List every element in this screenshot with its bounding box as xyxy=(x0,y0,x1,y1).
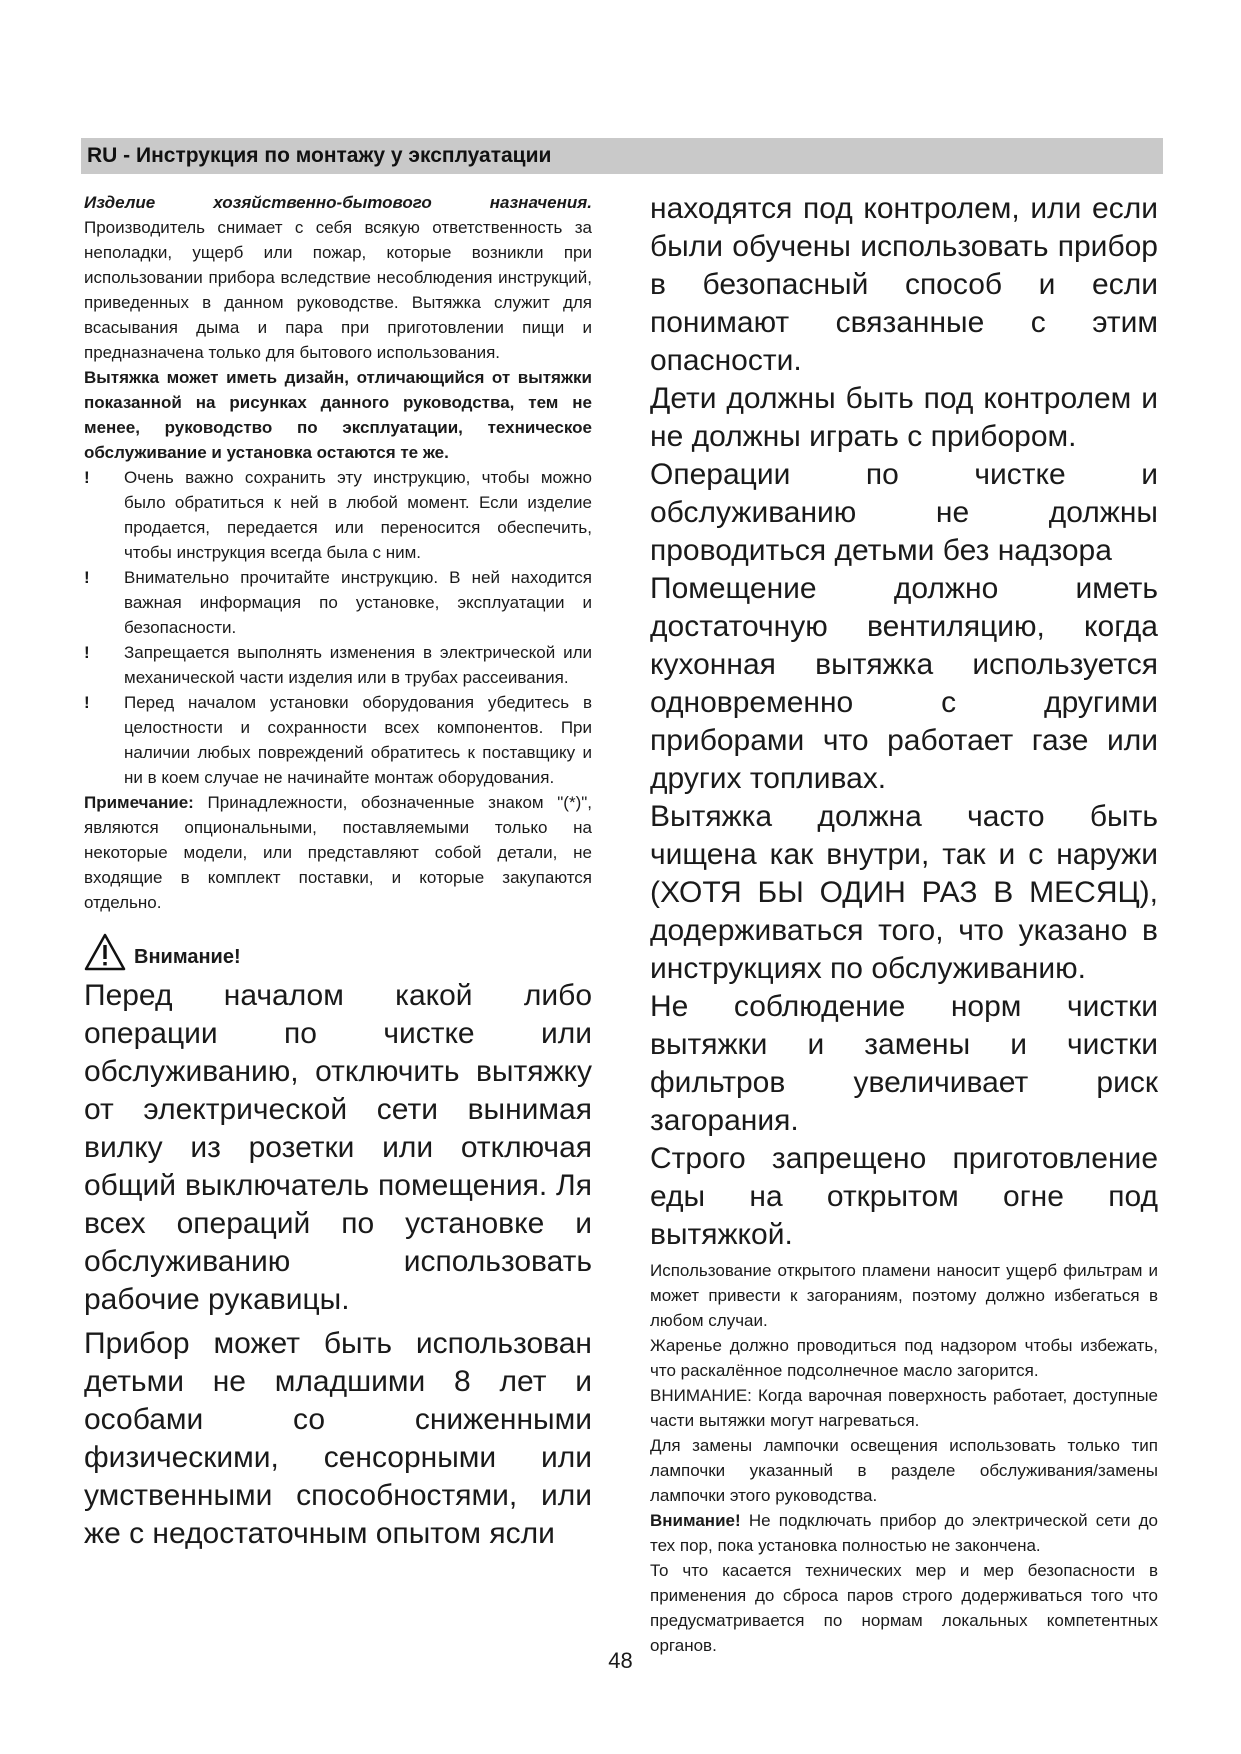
safety-regulations-text: То что касается технических мер и мер безопасности в применения до сброса паров строго додерживаться того что предусматривается по нормам локальных компетентных органов. xyxy=(650,1561,1158,1655)
note-paragraph xyxy=(84,790,592,915)
exclamation-icon: ! xyxy=(84,643,90,662)
hot-parts-warning: ВНИМАНИЕ: Когда варочная поверхность работает, доступные части вытяжки могут нагреваться. xyxy=(650,1386,1158,1430)
bullet-item xyxy=(84,465,592,565)
bullet-text: Внимательно прочитайте инструкцию. В ней находится важная информация по установке, эксплуатации и безопасности. xyxy=(124,568,592,637)
bullet-item xyxy=(84,690,592,790)
bullet-text: Перед началом установки оборудования убедитесь в целостности и сохранности всех компонентов. При наличии любых повреждений обратитесь к поставщику и ни в коем случае не начинайте монтаж оборудования. xyxy=(124,693,592,787)
supervision-text: находятся под контролем, или если были обучены использовать прибор в безопасный способ и если понимают связанные с этим опасности. xyxy=(650,192,1158,377)
children-usage-text: Прибор может быть использован детьми не младшими 8 лет и особами со сниженными физическими, сенсорными или умственными способностями, или же с недостаточным опытом ясли xyxy=(84,1327,592,1550)
exclamation-icon: ! xyxy=(84,693,90,712)
warning-triangle-icon xyxy=(84,933,126,971)
disconnect-warning-text: Перед началом какой либо операции по чистке или обслуживанию, отключить вытяжку от электрической сети вынимая вилку из розетки или отключая общий выключатель помещения. Ля всех операций по установке и обслуживанию использовать рабочие рукавицы. xyxy=(84,979,592,1316)
connection-warning xyxy=(650,1508,1158,1558)
bullet-text: Очень важно сохранить эту инструкцию, чтобы можно было обратиться к ней в любой момент. Если изделие продается, передается или переносится обеспечить, чтобы инструкция всегда была с ним. xyxy=(124,468,592,562)
connection-text: Не подключать прибор до электрической сети до тех пор, пока установка полностью не закончена. xyxy=(650,1511,1158,1555)
bullet-item xyxy=(84,565,592,640)
exclamation-icon: ! xyxy=(84,568,90,587)
bullet-text: Запрещается выполнять изменения в электрической или механической части изделия или в трубах рассеивания. xyxy=(124,643,592,687)
note-label: Примечание: xyxy=(84,793,194,812)
fire-risk-text: Не соблюдение норм чистки вытяжки и замены и чистки фильтров увеличивает риск загорания. xyxy=(650,990,1158,1137)
note-text: Принадлежности, обозначенные знаком "(*)", являются опциональными, поставляемыми только на некоторые модели, или представляют собой детали, не входящие в комплект поставки, и которые закупаются отдельно. xyxy=(84,793,592,912)
frying-detail: Жаренье должно проводиться под надзором чтобы избежать, что раскалённое подсолнечное масло загорится. xyxy=(650,1336,1158,1380)
section-header-bar xyxy=(81,138,1163,174)
open-flame-text: Строго запрещено приготовление еды на открытом огне под вытяжкой. xyxy=(650,1142,1158,1251)
bullet-list xyxy=(84,465,592,790)
intro-paragraph: Производитель снимает с себя всякую ответственность за неполадки, ущерб или пожар, которые возникли при использовании прибора вследствие несоблюдения инструкций, приведенных в данном руководстве. Вытяжка служит для всасывания дыма и пара при приготовлении пищи и предназначена только для бытового использования. xyxy=(84,218,592,362)
open-flame-detail: Использование открытого пламени наносит ущерб фильтрам и может привести к загораниям, поэтому должно избегаться в любом случаи. xyxy=(650,1261,1158,1330)
section-title: RU - Инструкция по монтажу у эксплуатации xyxy=(87,144,552,167)
cleaning-children-text: Операции по чистке и обслуживанию не должны проводиться детьми без надзора xyxy=(650,458,1158,567)
ventilation-text: Помещение должно иметь достаточную вентиляцию, когда кухонная вытяжка используется одновременно с другими приборами что работает газе или других топливах. xyxy=(650,572,1158,795)
intro-heading: Изделие хозяйственно-бытового назначения. xyxy=(84,193,592,212)
exclamation-icon: ! xyxy=(84,468,90,487)
cleaning-frequency-text: Вытяжка должна часто быть чищена как внутри, так и с наружи (ХОТЯ БЫ ОДИН РАЗ В МЕСЯЦ), додерживаться того, что указано в инструкциях по обслуживанию. xyxy=(650,800,1158,985)
design-note-paragraph: Вытяжка может иметь дизайн, отличающийся от вытяжки показанной на рисунках данного руководства, тем не менее, руководство по эксплуатации, техническое обслуживание и установка остаются те же. xyxy=(84,368,592,462)
page-number: 48 xyxy=(608,1648,633,1673)
warning-label: Внимание! xyxy=(134,946,241,968)
lamp-replacement-text: Для замены лампочки освещения использовать только тип лампочки указанный в разделе обслуживания/замены лампочки этого руководства. xyxy=(650,1436,1158,1505)
attention-label: Внимание! xyxy=(650,1511,741,1530)
warning-heading xyxy=(84,933,592,971)
left-column xyxy=(84,190,592,1553)
children-control-text: Дети должны быть под контролем и не должны играть с прибором. xyxy=(650,382,1158,453)
right-column xyxy=(650,190,1158,1658)
bullet-item xyxy=(84,640,592,690)
